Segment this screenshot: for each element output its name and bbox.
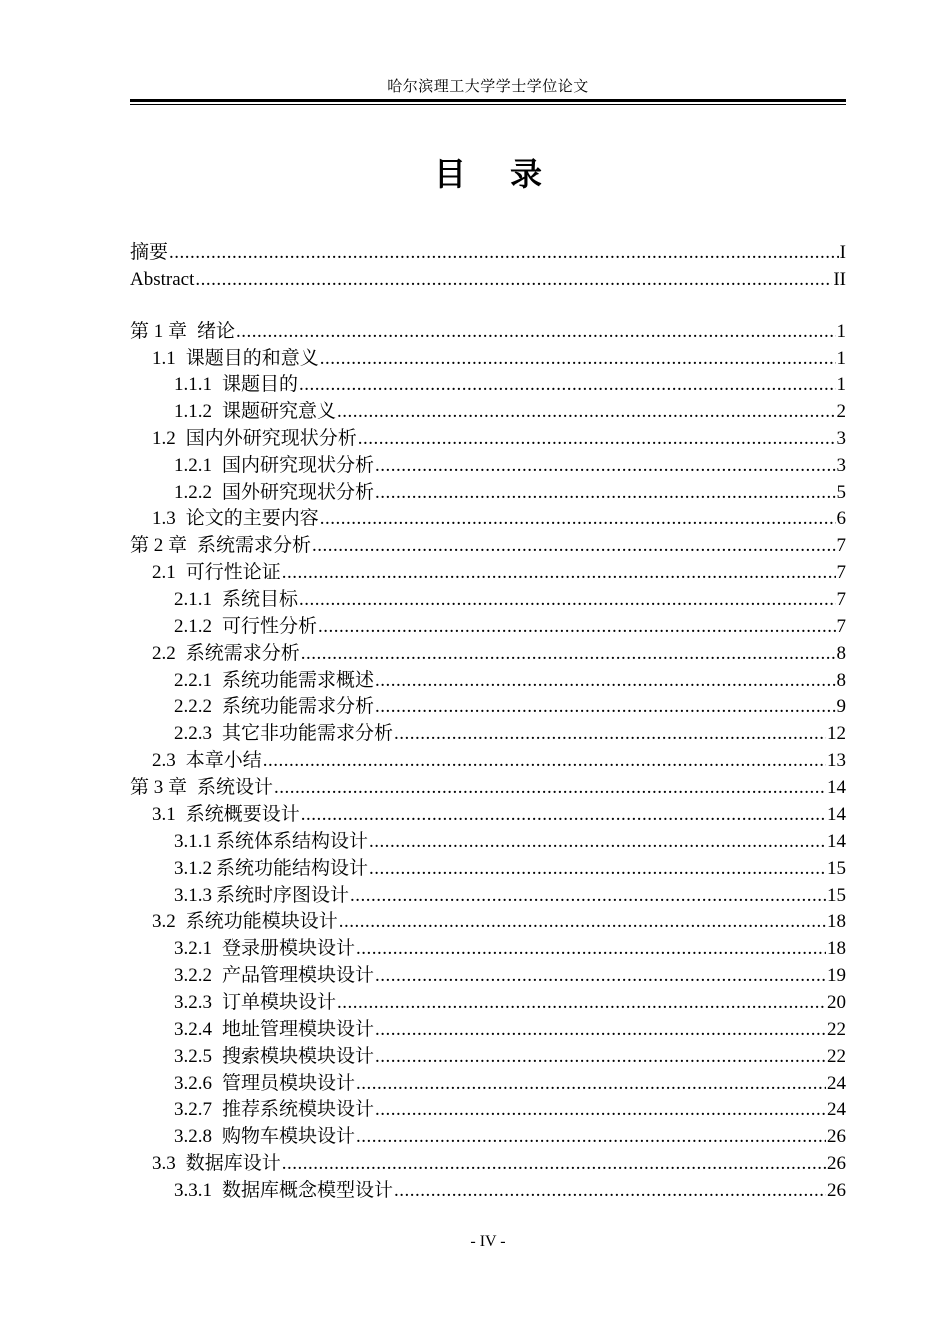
toc-leader-dots	[236, 319, 835, 345]
toc-entry-num: 1.1.1	[174, 374, 212, 395]
toc-entry-page: 18	[827, 911, 846, 932]
toc-entry-num: 1.2.1	[174, 455, 212, 476]
toc-entry[interactable]	[130, 1151, 846, 1177]
toc-entry-num: 3.2.3	[174, 992, 212, 1013]
toc-entry[interactable]	[130, 1017, 846, 1043]
toc-leader-dots	[337, 990, 826, 1016]
toc-entry[interactable]	[130, 802, 846, 828]
toc-entry-label: 系统功能结构设计	[216, 858, 369, 879]
toc-entry-page: 22	[827, 1046, 846, 1067]
toc-entry-label: 产品管理模块设计	[222, 965, 375, 986]
toc-leader-dots	[301, 802, 826, 828]
toc-entry-label: Abstract	[130, 269, 195, 290]
toc-entry-label: 推荐系统模块设计	[222, 1099, 375, 1120]
toc-entry[interactable]	[130, 1124, 846, 1150]
toc-entry-label: 数据库概念模型设计	[222, 1180, 394, 1201]
toc-leader-dots	[320, 346, 836, 372]
toc-leader-dots	[195, 267, 832, 293]
toc-entry-page: 9	[836, 696, 846, 717]
toc-leader-dots	[375, 694, 835, 720]
toc-entry[interactable]	[130, 668, 846, 694]
toc-entry[interactable]	[130, 346, 846, 372]
toc-entry-num: 3.2.4	[174, 1019, 212, 1040]
toc-entry-label: 本章小结	[185, 750, 262, 771]
toc-entry-page: 24	[827, 1073, 846, 1094]
toc-leader-dots	[339, 909, 826, 935]
toc-entry-label: 其它非功能需求分析	[222, 723, 394, 744]
toc-entry-page: 20	[827, 992, 846, 1013]
toc-entry[interactable]	[130, 426, 846, 452]
toc-leader-dots	[299, 372, 835, 398]
toc-entry[interactable]	[130, 883, 846, 909]
toc-leader-dots	[356, 1071, 826, 1097]
toc-leader-dots	[274, 775, 826, 801]
toc-entry-page: 26	[827, 1126, 846, 1147]
toc-entry[interactable]	[130, 990, 846, 1016]
toc-entry[interactable]	[130, 748, 846, 774]
page-title	[130, 152, 846, 196]
toc-entry[interactable]	[130, 641, 846, 667]
toc-entry[interactable]	[130, 1071, 846, 1097]
toc-leader-dots	[169, 240, 839, 266]
toc-entry[interactable]	[130, 721, 846, 747]
toc-entry-num: 3.2.2	[174, 965, 212, 986]
toc-entry-num: 3.1.1	[174, 831, 212, 852]
toc-entry[interactable]	[130, 775, 846, 801]
toc-entry-label: 课题研究意义	[222, 401, 337, 422]
toc-entry[interactable]	[130, 909, 846, 935]
toc-entry-num: 3.2.5	[174, 1046, 212, 1067]
toc-entry-page: 22	[827, 1019, 846, 1040]
toc-entry[interactable]	[130, 506, 846, 532]
toc-entry[interactable]	[130, 1178, 846, 1204]
toc-entry-label: 课题目的	[222, 374, 299, 395]
toc-entry[interactable]	[130, 1097, 846, 1123]
toc-leader-dots	[375, 668, 835, 694]
toc-entry-page: 1	[836, 321, 846, 342]
toc-entry-page: 7	[836, 535, 846, 556]
toc-entry-num: 第 2 章	[130, 535, 188, 556]
toc-entry-page: 12	[827, 723, 846, 744]
toc-entry-num: 2.2.3	[174, 723, 212, 744]
toc-entry-label: 绪论	[197, 321, 236, 342]
toc-entry[interactable]	[130, 829, 846, 855]
toc-entry[interactable]	[130, 963, 846, 989]
toc-leader-dots	[282, 560, 836, 586]
toc-entry[interactable]	[130, 480, 846, 506]
toc-entry-label: 系统体系结构设计	[216, 831, 369, 852]
toc-entry-label: 系统功能需求分析	[222, 696, 375, 717]
toc-entry-page: 3	[836, 428, 846, 449]
toc-entry-num: 1.3	[152, 508, 176, 529]
toc-leader-dots	[356, 1124, 826, 1150]
toc-leader-dots	[375, 480, 835, 506]
toc-entry-num: 3.2.1	[174, 938, 212, 959]
toc-entry-page: 8	[836, 643, 846, 664]
toc-entry-label: 系统需求分析	[185, 643, 300, 664]
toc-entry-page: 3	[836, 455, 846, 476]
toc-entry-num: 1.2.2	[174, 482, 212, 503]
toc-leader-dots	[350, 883, 826, 909]
toc-leader-dots	[375, 1097, 826, 1123]
toc-entry-label: 国内外研究现状分析	[185, 428, 357, 449]
toc-entry-page: 7	[836, 616, 846, 637]
toc-entry-page: 26	[827, 1180, 846, 1201]
toc-entry-num: 第 1 章	[130, 321, 188, 342]
toc-entry[interactable]	[130, 267, 846, 293]
toc-entry-label: 国外研究现状分析	[222, 482, 375, 503]
toc-entry-num: 2.2.2	[174, 696, 212, 717]
title-part-1: 目	[433, 155, 466, 193]
toc-entry-label: 数据库设计	[185, 1153, 281, 1174]
toc-entry-page: II	[833, 269, 846, 290]
toc-entry-num: 1.1.2	[174, 401, 212, 422]
toc-entry-num: 2.1.2	[174, 616, 212, 637]
toc-entry-label: 课题目的和意义	[185, 348, 319, 369]
toc-entry[interactable]	[130, 372, 846, 398]
toc-entry[interactable]	[130, 399, 846, 425]
toc-entry-label: 系统需求分析	[197, 535, 312, 556]
toc-entry-num: 2.1	[152, 562, 176, 583]
toc-leader-dots	[312, 533, 835, 559]
toc-entry-num: 3.1.2	[174, 858, 212, 879]
toc-entry-page: 2	[836, 401, 846, 422]
toc-entry[interactable]	[130, 453, 846, 479]
toc-entry-page: 1	[836, 348, 846, 369]
toc-entry-label: 管理员模块设计	[222, 1073, 356, 1094]
toc-entry-page: 1	[836, 374, 846, 395]
toc-leader-dots	[369, 856, 826, 882]
toc-leader-dots	[375, 453, 835, 479]
toc-entry-label: 国内研究现状分析	[222, 455, 375, 476]
toc-entry[interactable]	[130, 1044, 846, 1070]
toc-entry-page: 6	[836, 508, 846, 529]
toc-leader-dots	[282, 1151, 826, 1177]
toc-leader-dots	[394, 721, 826, 747]
toc-leader-dots	[375, 1017, 826, 1043]
toc-entry-page: 14	[827, 777, 846, 798]
title-part-2: 录	[510, 155, 543, 193]
toc-entry-page: 26	[827, 1153, 846, 1174]
toc-entry-page: 18	[827, 938, 846, 959]
toc-entry-page: 7	[836, 589, 846, 610]
toc-entry-num: 3.3.1	[174, 1180, 212, 1201]
header-rule-thin	[130, 104, 846, 105]
toc-entry-page: 19	[827, 965, 846, 986]
toc-entry[interactable]	[130, 936, 846, 962]
toc-entry-label: 可行性分析	[222, 616, 318, 637]
toc-entry-num: 第 3 章	[130, 777, 188, 798]
toc-entry-label: 搜索模块模块设计	[222, 1046, 375, 1067]
toc-entry-label: 系统概要设计	[185, 804, 300, 825]
toc-entry-label: 系统目标	[222, 589, 299, 610]
toc-entry-num: 3.1	[152, 804, 176, 825]
toc-entry-label: 论文的主要内容	[185, 508, 319, 529]
toc-entry[interactable]	[130, 694, 846, 720]
toc-entry-num: 2.3	[152, 750, 176, 771]
toc-entry-label: 购物车模块设计	[222, 1126, 356, 1147]
toc-entry-page: 8	[836, 670, 846, 691]
toc-entry[interactable]	[130, 533, 846, 559]
toc-leader-dots	[301, 641, 836, 667]
toc-entry-label: 摘要	[130, 242, 169, 263]
toc-entry-num: 3.2.7	[174, 1099, 212, 1120]
toc-entry[interactable]	[130, 560, 846, 586]
toc-entry-num: 3.2	[152, 911, 176, 932]
toc-leader-dots	[263, 748, 826, 774]
toc-entry-page: 15	[827, 885, 846, 906]
toc-entry-num: 3.2.6	[174, 1073, 212, 1094]
toc-entry-num: 2.1.1	[174, 589, 212, 610]
toc-leader-dots	[375, 1044, 826, 1070]
toc-entry-page: 13	[827, 750, 846, 771]
toc-entry[interactable]	[130, 587, 846, 613]
toc-entry-page: I	[839, 242, 846, 263]
toc-entry-num: 1.2	[152, 428, 176, 449]
toc-entry[interactable]	[130, 319, 846, 345]
toc-leader-dots	[369, 829, 826, 855]
header-rule-thick	[130, 99, 846, 102]
toc-entry-page: 5	[836, 482, 846, 503]
toc-entry-num: 3.1.3	[174, 885, 212, 906]
toc-entry-label: 登录册模块设计	[222, 938, 356, 959]
toc-leader-dots	[337, 399, 835, 425]
toc-entry-page: 14	[827, 831, 846, 852]
toc-entry-num: 2.2	[152, 643, 176, 664]
toc-entry-page: 7	[836, 562, 846, 583]
toc-entry-num: 3.3	[152, 1153, 176, 1174]
toc-leader-dots	[394, 1178, 826, 1204]
toc-entry-label: 订单模块设计	[222, 992, 337, 1013]
toc-leader-dots	[320, 506, 836, 532]
toc-entry-page: 14	[827, 804, 846, 825]
toc-leader-dots	[356, 936, 826, 962]
toc-entry-num: 1.1	[152, 348, 176, 369]
toc-entry-label: 系统功能模块设计	[185, 911, 338, 932]
toc-leader-dots	[299, 587, 835, 613]
toc-entry-label: 可行性论证	[185, 562, 281, 583]
toc-entry[interactable]	[130, 614, 846, 640]
toc-entry-label: 系统时序图设计	[216, 885, 350, 906]
toc-entry[interactable]	[130, 240, 846, 266]
toc-entry[interactable]	[130, 856, 846, 882]
toc-entry-label: 系统功能需求概述	[222, 670, 375, 691]
toc-entry-label: 地址管理模块设计	[222, 1019, 375, 1040]
toc-entry-num: 2.2.1	[174, 670, 212, 691]
toc-leader-dots	[358, 426, 836, 452]
toc-entry-label: 系统设计	[197, 777, 274, 798]
toc-entry-num: 3.2.8	[174, 1126, 212, 1147]
running-header: 哈尔滨理工大学学士学位论文	[387, 79, 589, 95]
toc-entry-page: 15	[827, 858, 846, 879]
toc-leader-dots	[318, 614, 835, 640]
page-number-footer: - IV -	[470, 1233, 506, 1250]
toc-leader-dots	[375, 963, 826, 989]
toc-entry-page: 24	[827, 1099, 846, 1120]
